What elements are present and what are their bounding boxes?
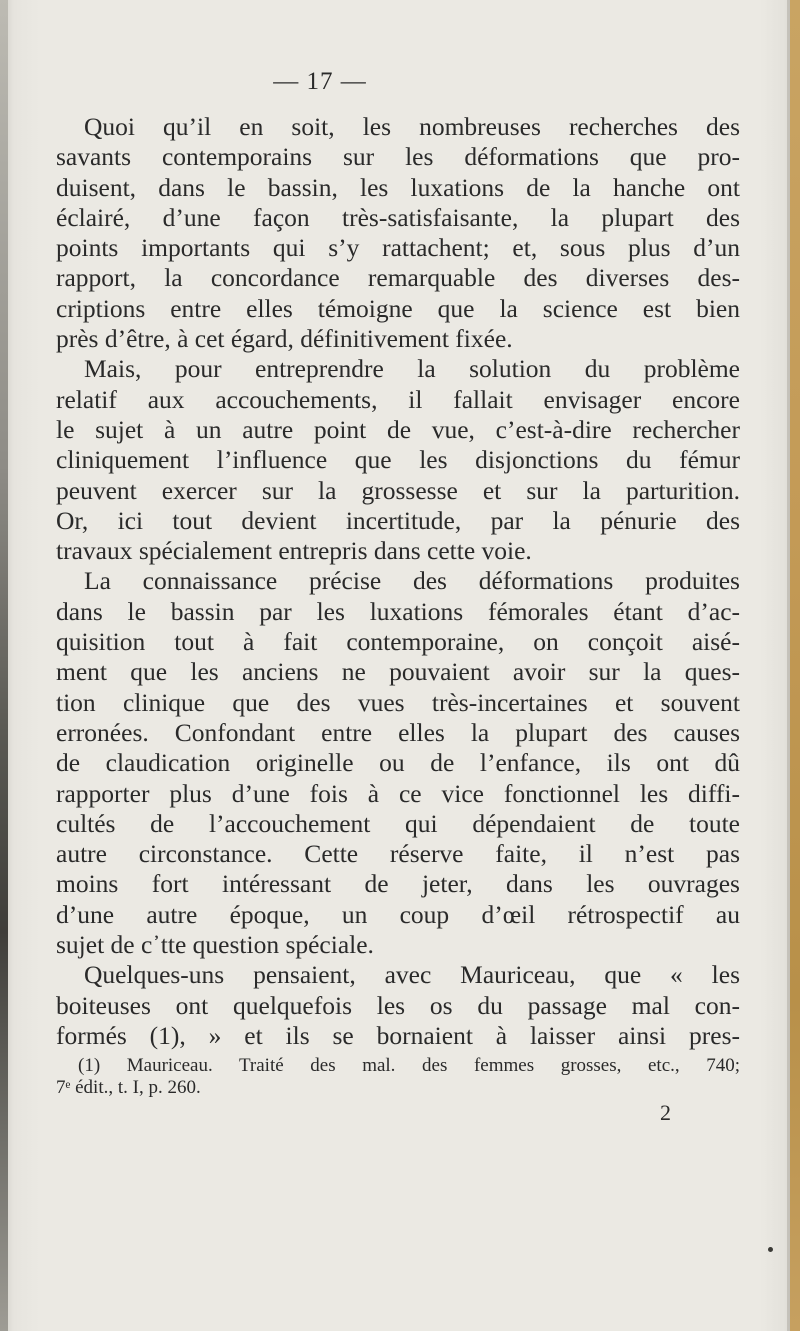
page-number: — 17 — bbox=[273, 68, 367, 95]
signature-mark: 2 bbox=[660, 1100, 671, 1125]
text-line: Mais, pour entreprendre la solution du problème bbox=[84, 354, 740, 384]
text-line: relatif aux accouchements, il fallait envisager encore bbox=[56, 384, 740, 414]
footnote-line: (1) Mauriceau. Traité des mal. des femmes grosses, etc., 740; bbox=[78, 1055, 740, 1076]
text-line: autre circonstance. Cette réserve faite, il n’est pas bbox=[56, 839, 740, 869]
text-line: duisent, dans le bassin, les luxations de la hanche ont bbox=[56, 172, 740, 202]
text-line: cultés de l’accouchement qui dépendaient de toute bbox=[56, 808, 740, 838]
text-line: dans le bassin par les luxations fémorales étant d’ac- bbox=[56, 596, 740, 626]
text-line: Quoi qu’il en soit, les nombreuses recherches des bbox=[84, 112, 740, 141]
text-line: Or, ici tout devient incertitude, par la pénurie des bbox=[56, 505, 740, 535]
text-line: le sujet à un autre point de vue, c’est-à-dire rechercher bbox=[56, 414, 740, 444]
text-line: points importants qui s’y rattachent; et, sous plus d’un bbox=[56, 233, 740, 263]
text-line: moins fort intéressant de jeter, dans les ouvrages bbox=[56, 869, 740, 899]
text-line: quisition tout à fait contemporaine, on conçoit aisé- bbox=[56, 627, 740, 657]
text-line: savants contemporains sur les déformations que pro- bbox=[56, 142, 740, 172]
text-line: tion clinique que des vues très-incertaines et souvent bbox=[56, 687, 740, 717]
text-line: sujet de c᾽tte question spéciale. bbox=[56, 930, 374, 960]
text-line: près d’être, à cet égard, définitivement fixée. bbox=[56, 324, 513, 354]
text-line: boiteuses ont quelquefois les os du passage mal con- bbox=[56, 990, 740, 1020]
text-line: ment que les anciens ne pouvaient avoir sur la ques- bbox=[56, 657, 740, 687]
page-right-edge bbox=[790, 0, 800, 1331]
text-line: formés (1), » et ils se bornaient à laisser ainsi pres- bbox=[56, 1020, 740, 1050]
text-line: rapporter plus d’une fois à ce vice fonctionnel les diffi- bbox=[56, 778, 740, 808]
text-line: cliniquement l’influence que les disjonctions du fémur bbox=[56, 445, 740, 475]
footnote bbox=[56, 1055, 740, 1099]
body-text bbox=[56, 112, 740, 1051]
text-line: criptions entre elles témoigne que la science est bien bbox=[56, 293, 740, 323]
text-line: Quelques-uns pensaient, avec Mauriceau, que « les bbox=[84, 960, 740, 990]
text-line: La connaissance précise des déformations produites bbox=[84, 566, 740, 596]
speck-mark bbox=[768, 1247, 773, 1252]
text-line: de claudication originelle ou de l’enfance, ils ont dû bbox=[56, 748, 740, 778]
text-line: éclairé, d’une façon très-satisfaisante, la plupart des bbox=[56, 202, 740, 232]
page-binding-edge bbox=[0, 0, 8, 1331]
text-line: travaux spécialement entrepris dans cette voie. bbox=[56, 536, 532, 566]
text-line: peuvent exercer sur la grossesse et sur la parturition. bbox=[56, 475, 740, 505]
text-line: rapport, la concordance remarquable des diverses des- bbox=[56, 263, 740, 293]
footnote-line: 7ᵉ édit., t. I, p. 260. bbox=[56, 1077, 201, 1098]
text-line: erronées. Confondant entre elles la plupart des causes bbox=[56, 717, 740, 747]
text-line: d’une autre époque, un coup d’œil rétrospectif au bbox=[56, 899, 740, 929]
